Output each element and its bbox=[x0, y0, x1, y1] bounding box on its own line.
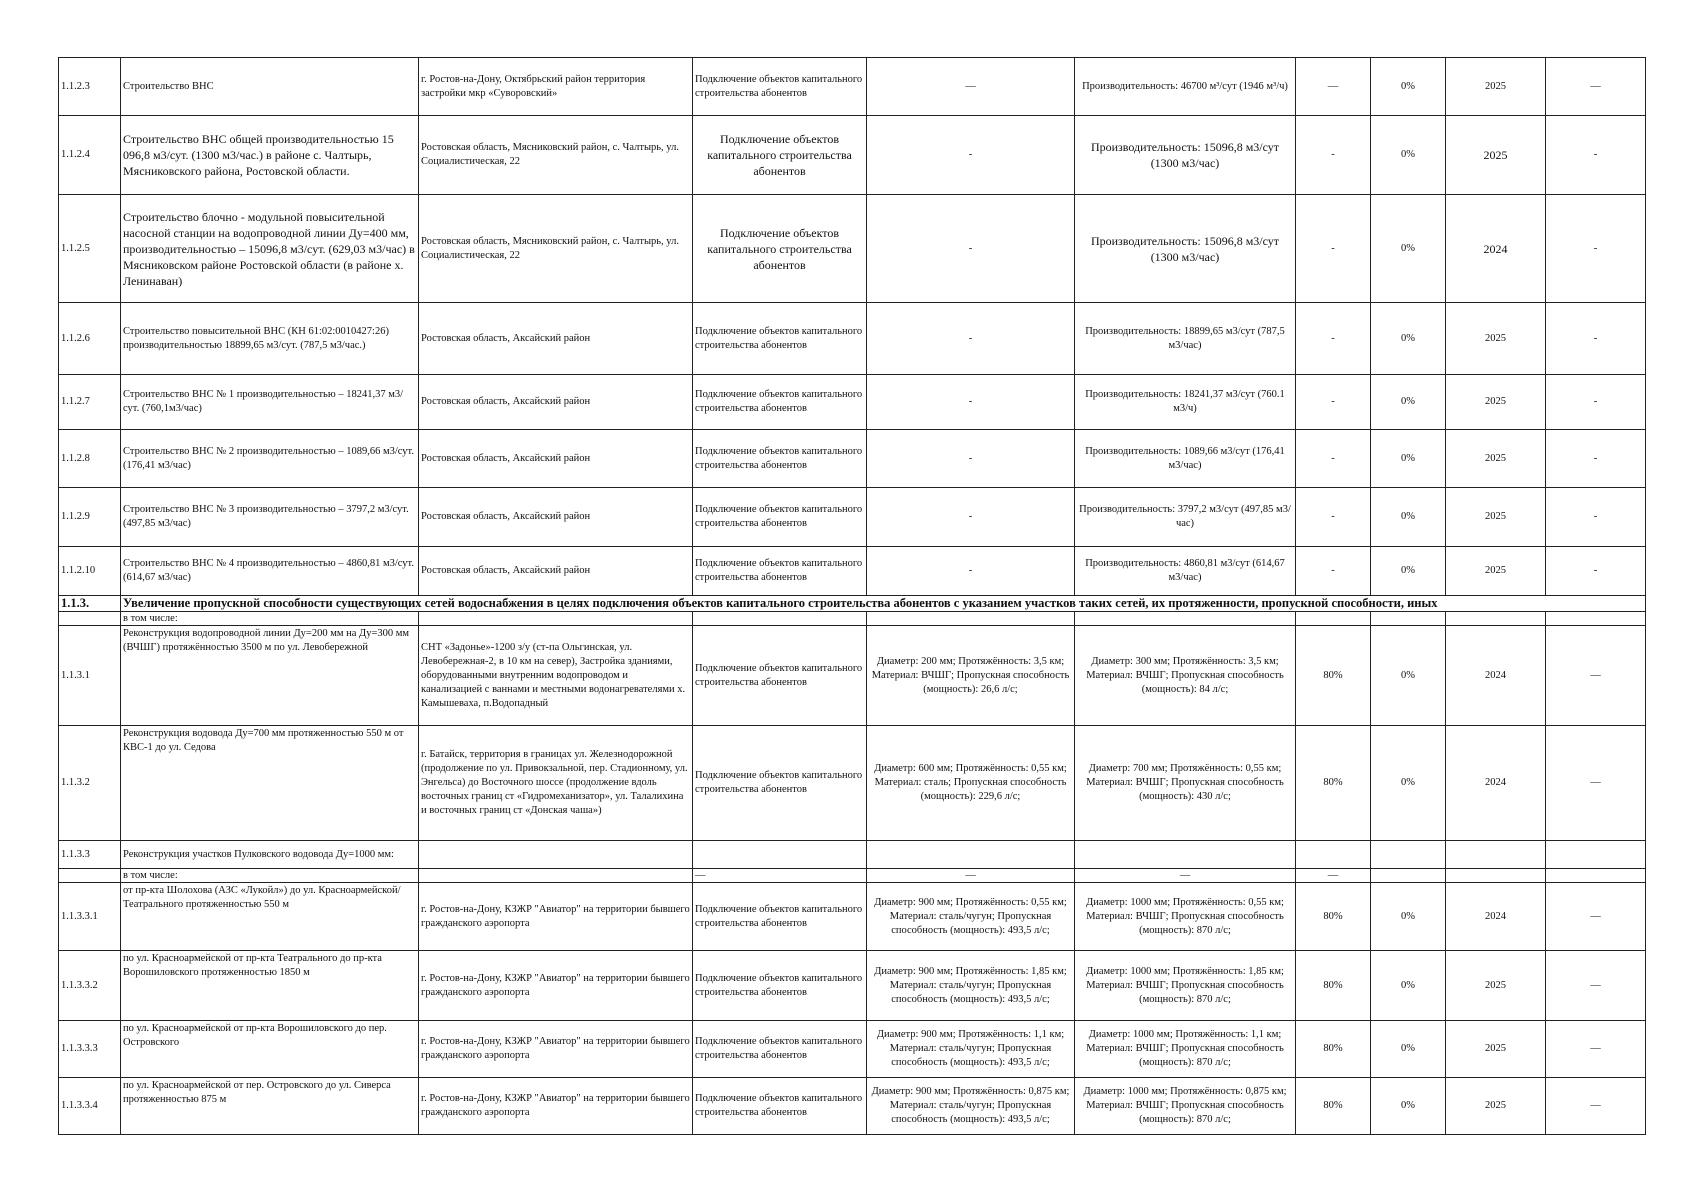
document-sheet bbox=[58, 57, 1646, 1135]
year-value: 2025 bbox=[1446, 375, 1546, 430]
investment-table bbox=[58, 57, 1646, 1135]
last-value: — bbox=[1546, 883, 1646, 951]
location: г. Ростов-на-Дону, КЗЖР "Авиатор" на территории бывшего гражданского аэропорта bbox=[419, 951, 693, 1021]
year-value: 2025 bbox=[1446, 547, 1546, 596]
before-params: - bbox=[867, 116, 1075, 195]
section-number: 1.1.3. bbox=[59, 596, 121, 612]
last-value: - bbox=[1546, 195, 1646, 303]
percent-value: 0% bbox=[1371, 726, 1446, 841]
wear-value: - bbox=[1296, 375, 1371, 430]
row-number: 1.1.3.3.1 bbox=[59, 883, 121, 951]
percent-value: 0% bbox=[1371, 303, 1446, 375]
percent-value: 0% bbox=[1371, 116, 1446, 195]
wear-value: - bbox=[1296, 430, 1371, 488]
before-params: - bbox=[867, 488, 1075, 547]
last-value: - bbox=[1546, 547, 1646, 596]
row-number: 1.1.3.3.3 bbox=[59, 1021, 121, 1078]
purpose: Подключение объектов капитального строительства абонентов bbox=[693, 195, 867, 303]
last-value: — bbox=[1546, 626, 1646, 726]
before-params: - bbox=[867, 303, 1075, 375]
row-number: 1.1.2.3 bbox=[59, 58, 121, 116]
work-name: Строительство ВНС № 1 производительностью – 18241,37 м3/сут. (760,1м3/час) bbox=[121, 375, 419, 430]
after-params: Диаметр: 1000 мм; Протяжённость: 1,85 км; Материал: ВЧШГ; Пропускная способность (мощность): 870 л/с; bbox=[1075, 951, 1296, 1021]
table-row bbox=[59, 1078, 1646, 1135]
row-number: 1.1.2.7 bbox=[59, 375, 121, 430]
location: г. Ростов-на-Дону, КЗЖР "Авиатор" на территории бывшего гражданского аэропорта bbox=[419, 883, 693, 951]
percent-value: 0% bbox=[1371, 195, 1446, 303]
wear-value: 80% bbox=[1296, 726, 1371, 841]
location: г. Ростов-на-Дону, Октябрьский район территория застройки мкр «Суворовский» bbox=[419, 58, 693, 116]
before-params: - bbox=[867, 375, 1075, 430]
year-value: 2025 bbox=[1446, 1078, 1546, 1135]
table-row bbox=[59, 488, 1646, 547]
before-params: - bbox=[867, 547, 1075, 596]
including-row bbox=[59, 612, 1646, 626]
wear-value: 80% bbox=[1296, 1078, 1371, 1135]
work-name: Реконструкция участков Пулковского водовода Ду=1000 мм: bbox=[121, 841, 419, 869]
table-row bbox=[59, 195, 1646, 303]
last-value: - bbox=[1546, 430, 1646, 488]
last-value: - bbox=[1546, 303, 1646, 375]
wear-dash: — bbox=[1296, 869, 1371, 883]
purpose: Подключение объектов капитального строительства абонентов bbox=[693, 1078, 867, 1135]
section-heading-row bbox=[59, 596, 1646, 612]
purpose: Подключение объектов капитального строительства абонентов bbox=[693, 883, 867, 951]
purpose: Подключение объектов капитального строительства абонентов bbox=[693, 303, 867, 375]
after-params: Производительность: 4860,81 м3/сут (614,67 м3/час) bbox=[1075, 547, 1296, 596]
purpose: Подключение объектов капитального строительства абонентов bbox=[693, 488, 867, 547]
wear-value: - bbox=[1296, 116, 1371, 195]
purpose: Подключение объектов капитального строительства абонентов bbox=[693, 1021, 867, 1078]
table-row bbox=[59, 116, 1646, 195]
row-number: 1.1.3.3 bbox=[59, 841, 121, 869]
row-number: 1.1.3.3.4 bbox=[59, 1078, 121, 1135]
row-number: 1.1.3.3.2 bbox=[59, 951, 121, 1021]
wear-value: - bbox=[1296, 195, 1371, 303]
year-value: 2024 bbox=[1446, 726, 1546, 841]
work-name: Реконструкция водопроводной линии Ду=200 мм на Ду=300 мм (ВЧШГ) протяжённостью 3500 м по ул. Левобережной bbox=[121, 626, 419, 726]
location: г. Ростов-на-Дону, КЗЖР "Авиатор" на территории бывшего гражданского аэропорта bbox=[419, 1021, 693, 1078]
row-number: 1.1.2.4 bbox=[59, 116, 121, 195]
before-params: Диаметр: 900 мм; Протяжённость: 0,55 км; Материал: сталь/чугун; Пропускная способность (мощность): 493,5 л/с; bbox=[867, 883, 1075, 951]
wear-value: 80% bbox=[1296, 1021, 1371, 1078]
table-row bbox=[59, 58, 1646, 116]
before-dash: — bbox=[867, 869, 1075, 883]
row-number: 1.1.2.6 bbox=[59, 303, 121, 375]
last-value: - bbox=[1546, 375, 1646, 430]
location: Ростовская область, Аксайский район bbox=[419, 430, 693, 488]
year-value: 2024 bbox=[1446, 626, 1546, 726]
purpose: Подключение объектов капитального строительства абонентов bbox=[693, 951, 867, 1021]
after-params: Производительность: 15096,8 м3/сут (1300 м3/час) bbox=[1075, 195, 1296, 303]
purpose: Подключение объектов капитального строительства абонентов bbox=[693, 726, 867, 841]
table-row bbox=[59, 430, 1646, 488]
work-name: Строительство блочно - модульной повысительной насосной станции на водопроводной линии Ду=400 мм, производительностью – 15096,8 м3/сут. (629,03 м3/час) в Мясниковском районе Ростовской области (в районе х. Ленинаван) bbox=[121, 195, 419, 303]
wear-value: — bbox=[1296, 58, 1371, 116]
location: СНТ «Задонье»-1200 з/у (ст-па Ольгинская, ул. Левобережная-2, в 10 км на север), Застройка зданиями, оборудованными внутренним водопроводом и канализацией с ваннами и местными водонагревателями х. Камышеваха, п.Водопадный bbox=[419, 626, 693, 726]
work-name: Строительство ВНС bbox=[121, 58, 419, 116]
before-params: Диаметр: 600 мм; Протяжённость: 0,55 км; Материал: сталь; Пропускная способность (мощность): 229,6 л/с; bbox=[867, 726, 1075, 841]
work-name: Строительство повысительной ВНС (КН 61:02:0010427:26) производительностью 18899,65 м3/сут. (787,5 м3/час.) bbox=[121, 303, 419, 375]
location: Ростовская область, Аксайский район bbox=[419, 375, 693, 430]
work-name: Строительство ВНС № 3 производительностью – 3797,2 м3/сут. (497,85 м3/час) bbox=[121, 488, 419, 547]
table-row bbox=[59, 547, 1646, 596]
work-name: Строительство ВНС № 2 производительностью – 1089,66 м3/сут. (176,41 м3/час) bbox=[121, 430, 419, 488]
section-title: Увеличение пропускной способности существующих сетей водоснабжения в целях подключения объектов капитального строительства абонентов с указанием участков таких сетей, их протяженности, пропускной способности, иных bbox=[121, 596, 1646, 612]
location: Ростовская область, Аксайский район bbox=[419, 488, 693, 547]
last-value: — bbox=[1546, 951, 1646, 1021]
percent-value: 0% bbox=[1371, 547, 1446, 596]
purpose: Подключение объектов капитального строительства абонентов bbox=[693, 58, 867, 116]
after-params: Производительность: 18241,37 м3/сут (760.1 м3/ч) bbox=[1075, 375, 1296, 430]
after-params: Производительность: 18899,65 м3/сут (787,5 м3/час) bbox=[1075, 303, 1296, 375]
location: Ростовская область, Мясниковский район, с. Чалтырь, ул. Социалистическая, 22 bbox=[419, 116, 693, 195]
row-number: 1.1.2.10 bbox=[59, 547, 121, 596]
after-params: Производительность: 1089,66 м3/сут (176,41 м3/час) bbox=[1075, 430, 1296, 488]
table-row bbox=[59, 883, 1646, 951]
before-params: Диаметр: 900 мм; Протяжённость: 1,85 км; Материал: сталь/чугун; Пропускная способность (мощность): 493,5 л/с; bbox=[867, 951, 1075, 1021]
table-row bbox=[59, 726, 1646, 841]
work-name: по ул. Красноармейской от пр-кта Театрального до пр-кта Ворошиловского протяженностью 1850 м bbox=[121, 951, 419, 1021]
after-params: Диаметр: 1000 мм; Протяжённость: 0,55 км; Материал: ВЧШГ; Пропускная способность (мощность): 870 л/с; bbox=[1075, 883, 1296, 951]
before-params: Диаметр: 200 мм; Протяжённость: 3,5 км; Материал: ВЧШГ; Пропускная способность (мощность): 26,6 л/с; bbox=[867, 626, 1075, 726]
work-name: Реконструкция водовода Ду=700 мм протяженностью 550 м от КВС-1 до ул. Седова bbox=[121, 726, 419, 841]
year-value: 2025 bbox=[1446, 951, 1546, 1021]
last-value: — bbox=[1546, 58, 1646, 116]
last-value: — bbox=[1546, 1078, 1646, 1135]
after-params: Производительность: 15096,8 м3/сут (1300 м3/час) bbox=[1075, 116, 1296, 195]
wear-value: - bbox=[1296, 547, 1371, 596]
last-value: - bbox=[1546, 488, 1646, 547]
last-value: - bbox=[1546, 116, 1646, 195]
location: Ростовская область, Аксайский район bbox=[419, 303, 693, 375]
wear-value: 80% bbox=[1296, 883, 1371, 951]
purpose: Подключение объектов капитального строительства абонентов bbox=[693, 430, 867, 488]
percent-value: 0% bbox=[1371, 951, 1446, 1021]
after-params: Диаметр: 1000 мм; Протяжённость: 1,1 км; Материал: ВЧШГ; Пропускная способность (мощность): 870 л/с; bbox=[1075, 1021, 1296, 1078]
including-row bbox=[59, 869, 1646, 883]
table-row bbox=[59, 841, 1646, 869]
percent-value: 0% bbox=[1371, 883, 1446, 951]
after-dash: — bbox=[1075, 869, 1296, 883]
location: г. Ростов-на-Дону, КЗЖР "Авиатор" на территории бывшего гражданского аэропорта bbox=[419, 1078, 693, 1135]
wear-value: - bbox=[1296, 303, 1371, 375]
percent-value: 0% bbox=[1371, 1078, 1446, 1135]
purpose: Подключение объектов капитального строительства абонентов bbox=[693, 375, 867, 430]
purpose: Подключение объектов капитального строительства абонентов bbox=[693, 626, 867, 726]
before-params: Диаметр: 900 мм; Протяжённость: 0,875 км; Материал: сталь/чугун; Пропускная способность (мощность): 493,5 л/с; bbox=[867, 1078, 1075, 1135]
row-number: 1.1.3.1 bbox=[59, 626, 121, 726]
wear-value: 80% bbox=[1296, 951, 1371, 1021]
last-value: — bbox=[1546, 1021, 1646, 1078]
location: Ростовская область, Аксайский район bbox=[419, 547, 693, 596]
after-params: Диаметр: 300 мм; Протяжённость: 3,5 км; Материал: ВЧШГ; Пропускная способность (мощность): 84 л/с; bbox=[1075, 626, 1296, 726]
work-name: по ул. Красноармейской от пер. Островского до ул. Сиверса протяженностью 875 м bbox=[121, 1078, 419, 1135]
wear-value: 80% bbox=[1296, 626, 1371, 726]
table-row bbox=[59, 626, 1646, 726]
purpose: Подключение объектов капитального строительства абонентов bbox=[693, 116, 867, 195]
work-name: от пр-кта Шолохова (АЗС «Лукойл») до ул. Красноармейской/Театрального протяженностью 550 м bbox=[121, 883, 419, 951]
work-name: Строительство ВНС общей производительностью 15 096,8 м3/сут. (1300 м3/час.) в районе с. Чалтырь, Мясниковского района, Ростовской области. bbox=[121, 116, 419, 195]
purpose-dash: — bbox=[693, 869, 867, 883]
location: г. Батайск, территория в границах ул. Железнодорожной (продолжение по ул. Привокзальной, пер. Стадионному, ул. Энгельса) до Восточного шоссе (продолжение вдоль восточных границ ст «Гидромеханизатор», ул. Талалихина и восточных границ ст «Донская чаша») bbox=[419, 726, 693, 841]
year-value: 2025 bbox=[1446, 58, 1546, 116]
row-number: 1.1.2.5 bbox=[59, 195, 121, 303]
table-row bbox=[59, 375, 1646, 430]
percent-value: 0% bbox=[1371, 375, 1446, 430]
table-row bbox=[59, 1021, 1646, 1078]
after-params: Производительность: 3797,2 м3/сут (497,85 м3/час) bbox=[1075, 488, 1296, 547]
work-name: по ул. Красноармейской от пр-кта Ворошиловского до пер. Островского bbox=[121, 1021, 419, 1078]
percent-value: 0% bbox=[1371, 488, 1446, 547]
including-label: в том числе: bbox=[121, 612, 419, 626]
after-params: Производительность: 46700 м³/сут (1946 м³/ч) bbox=[1075, 58, 1296, 116]
percent-value: 0% bbox=[1371, 626, 1446, 726]
before-params: - bbox=[867, 430, 1075, 488]
percent-value: 0% bbox=[1371, 1021, 1446, 1078]
after-params: Диаметр: 1000 мм; Протяжённость: 0,875 км; Материал: ВЧШГ; Пропускная способность (мощность): 870 л/с; bbox=[1075, 1078, 1296, 1135]
work-name: Строительство ВНС № 4 производительностью – 4860,81 м3/сут. (614,67 м3/час) bbox=[121, 547, 419, 596]
percent-value: 0% bbox=[1371, 430, 1446, 488]
before-params: Диаметр: 900 мм; Протяжённость: 1,1 км; Материал: сталь/чугун; Пропускная способность (мощность): 493,5 л/с; bbox=[867, 1021, 1075, 1078]
location: Ростовская область, Мясниковский район, с. Чалтырь, ул. Социалистическая, 22 bbox=[419, 195, 693, 303]
row-number: 1.1.2.8 bbox=[59, 430, 121, 488]
table-row bbox=[59, 951, 1646, 1021]
year-value: 2025 bbox=[1446, 488, 1546, 547]
year-value: 2024 bbox=[1446, 883, 1546, 951]
including-label: в том числе: bbox=[121, 869, 419, 883]
row-number: 1.1.3.2 bbox=[59, 726, 121, 841]
row-number: 1.1.2.9 bbox=[59, 488, 121, 547]
after-params: Диаметр: 700 мм; Протяжённость: 0,55 км; Материал: ВЧШГ; Пропускная способность (мощность): 430 л/с; bbox=[1075, 726, 1296, 841]
year-value: 2025 bbox=[1446, 303, 1546, 375]
wear-value: - bbox=[1296, 488, 1371, 547]
year-value: 2025 bbox=[1446, 1021, 1546, 1078]
percent-value: 0% bbox=[1371, 58, 1446, 116]
last-value: — bbox=[1546, 726, 1646, 841]
year-value: 2024 bbox=[1446, 195, 1546, 303]
year-value: 2025 bbox=[1446, 116, 1546, 195]
year-value: 2025 bbox=[1446, 430, 1546, 488]
before-params: — bbox=[867, 58, 1075, 116]
table-row bbox=[59, 303, 1646, 375]
before-params: - bbox=[867, 195, 1075, 303]
purpose: Подключение объектов капитального строительства абонентов bbox=[693, 547, 867, 596]
